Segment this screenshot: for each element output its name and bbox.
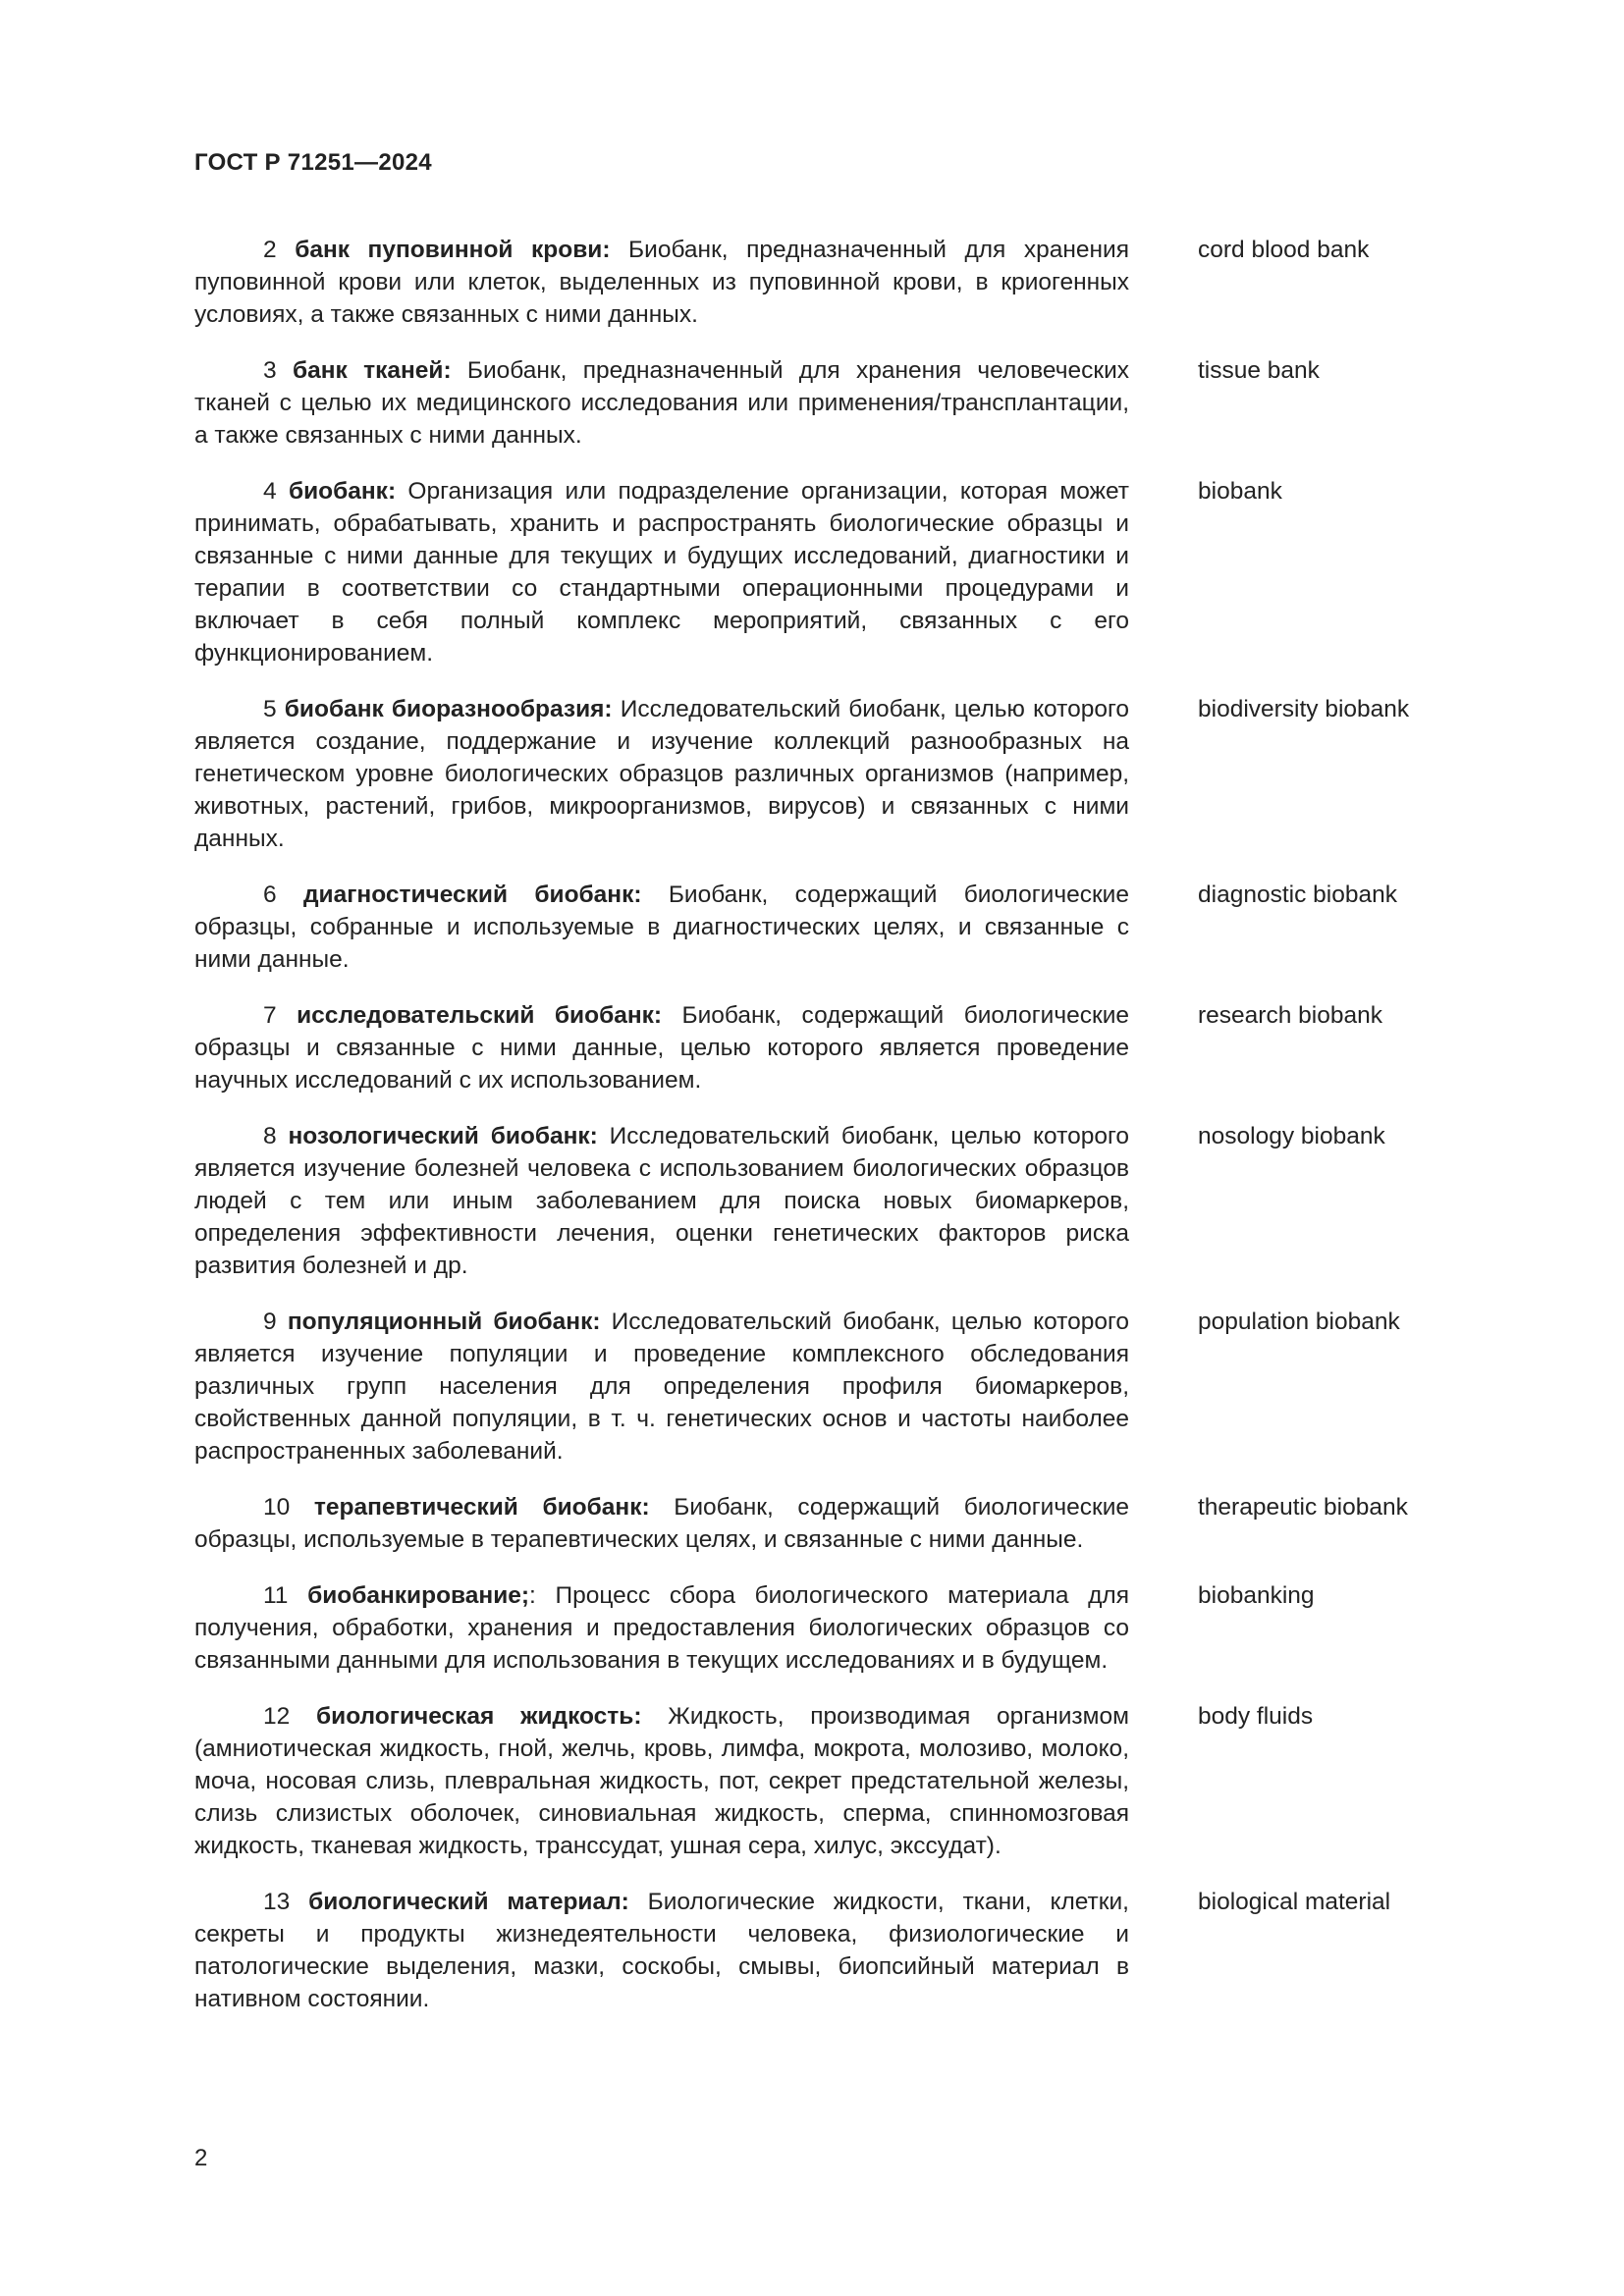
term-english: research biobank [1198,1002,1382,1029]
term-text: Жидкость, производимая организмом (амниотическая жидкость, гной, желчь, кровь, лимфа, мокрота, молозиво, молоко, моча, носовая слизь, плевральная жидкость, пот, секрет предстательной железы, слизь слизистых оболочек, синовиальная жидкость, сперма, спинномозговая жидкость, тканевая жидкость, транссудат, ушная сера, хилус, экссудат). [194,1703,1129,1859]
term-number: 5 [263,696,277,722]
term-english: population biobank [1198,1308,1400,1335]
term-name: биобанк: [288,478,397,505]
term-text: Исследовательский биобанк, целью которого является изучение болезней человека с использованием биологических образцов людей с тем или иным заболеванием для поиска новых биомаркеров, определения эффективности лечения, оценки генетических факторов риска развития болезней и др. [194,1123,1129,1279]
term-text: Биологические жидкости, ткани, клетки, секреты и продукты жизнедеятельности человека, физиологические и патологические выделения, мазки, соскобы, смывы, биопсийный материал в нативном состоянии. [194,1889,1129,2012]
term-english: tissue bank [1198,357,1320,384]
term-entry [194,999,1471,1096]
term-text: Биобанк, содержащий биологические образцы, собранные и используемые в диагностических целях, и связанные с ними данные. [194,881,1129,973]
term-name: биобанк биоразнообразия: [284,696,613,722]
term-english: biological material [1198,1889,1391,1915]
term-text: Организация или подразделение организации, которая может принимать, обрабатывать, хранить и распространять биологические образцы и связанные с ними данные для текущих и будущих исследований, диагностики и терапии в соответствии со стандартными операционными процедурами и включает в себя полный комплекс мероприятий, связанных с его функционированием. [194,478,1129,667]
term-text: Исследовательский биобанк, целью которого является изучение популяции и проведение комплексного обследования различных групп населения для определения профиля биомаркеров, свойственных данной популяции, в т. ч. генетических основ и частоты наиболее распространенных заболеваний. [194,1308,1129,1465]
term-definition [194,1579,1129,1677]
term-number: 4 [263,478,277,505]
term-text: Исследовательский биобанк, целью которого является создание, поддержание и изучение коллекций разнообразных на генетическом уровне биологических образцов различных организмов (например, животных, растений, грибов, микроорганизмов, вирусов) и связанных с ними данных. [194,696,1129,852]
term-definition [194,2039,1129,2071]
term-entry [194,2039,1471,2071]
term-text: Биобанк, предназначенный для хранения человеческих тканей с целью их медицинского исследования или применения/трансплантации, а также связанных с ними данных. [194,357,1130,449]
term-text: Биобанк, содержащий биологические образцы и связанные с ними данные, целью которого является проведение научных исследований с их использованием. [194,1002,1130,1094]
term-number: 6 [263,881,277,908]
term-entry [194,879,1471,976]
term-number: 3 [263,357,277,384]
term-text: Биобанк, предназначенный для хранения пуповинной крови или клеток, выделенных из пуповинной крови, в криогенных условиях, а также связанных с ними данных. [194,237,1129,328]
page-number: 2 [194,2145,208,2171]
term-text: Биобанк, содержащий биологические образцы, используемые в терапевтических целях, и связанные с ними данные. [194,1494,1130,1553]
term-definition [194,475,1129,669]
term-entry [194,354,1471,452]
term-english: cord blood bank [1198,237,1370,263]
term-english: biobank [1198,478,1282,505]
term-entry [194,475,1471,669]
term-entry [194,693,1471,855]
term-name: банк пуповинной крови: [295,237,611,263]
term-number: 12 [263,1703,291,1730]
term-number: 10 [263,1494,291,1521]
term-entry [194,1306,1471,1468]
term-definition [194,1120,1129,1282]
term-name: диагностический биобанк: [302,881,642,908]
term-name: биобанкирование; [307,1582,530,1609]
term-definition [194,1306,1129,1468]
term-name: популяционный биобанк: [287,1308,601,1335]
term-english: therapeutic biobank [1198,1494,1408,1521]
term-number: 11 [263,1582,289,1609]
term-english: nosology biobank [1198,1123,1385,1149]
term-name: банк тканей: [292,357,452,384]
term-entry [194,1491,1471,1556]
term-number: 13 [263,1889,291,1915]
term-name: биологический материал: [308,1889,629,1915]
term-definition [194,693,1129,855]
term-entry [194,1886,1471,2015]
term-text: : Процесс сбора биологического материала для получения, обработки, хранения и предоставления биологических образцов со связанными данными для использования в текущих исследованиях и в будущем. [194,1582,1129,1674]
term-entry [194,234,1471,331]
term-definition [194,354,1129,452]
term-number: 2 [263,237,277,263]
term-definition [194,1491,1129,1556]
term-entry [194,1700,1471,1862]
term-definition [194,1700,1129,1862]
term-entry [194,1120,1471,1282]
term-number: 9 [263,1308,277,1335]
term-english: biodiversity biobank [1198,696,1410,722]
term-english: diagnostic biobank [1198,881,1397,908]
terms-list [194,234,1471,2095]
term-definition [194,879,1129,976]
term-english: biobanking [1198,1582,1315,1609]
term-definition [194,999,1129,1096]
term-name: терапевтический биобанк: [313,1494,650,1521]
term-english: body fluids [1198,1703,1314,1730]
term-number [194,2042,263,2068]
term-definition [194,234,1129,331]
term-entry [194,1579,1471,1677]
term-number: 7 [263,1002,277,1029]
term-name: биологическая жидкость: [316,1703,642,1730]
term-name: нозологический биобанк: [288,1123,598,1149]
term-definition [194,1886,1129,2015]
document-header: ГОСТ Р 71251—2024 [194,149,432,176]
term-number: 8 [263,1123,277,1149]
term-name: исследовательский биобанк: [297,1002,663,1029]
